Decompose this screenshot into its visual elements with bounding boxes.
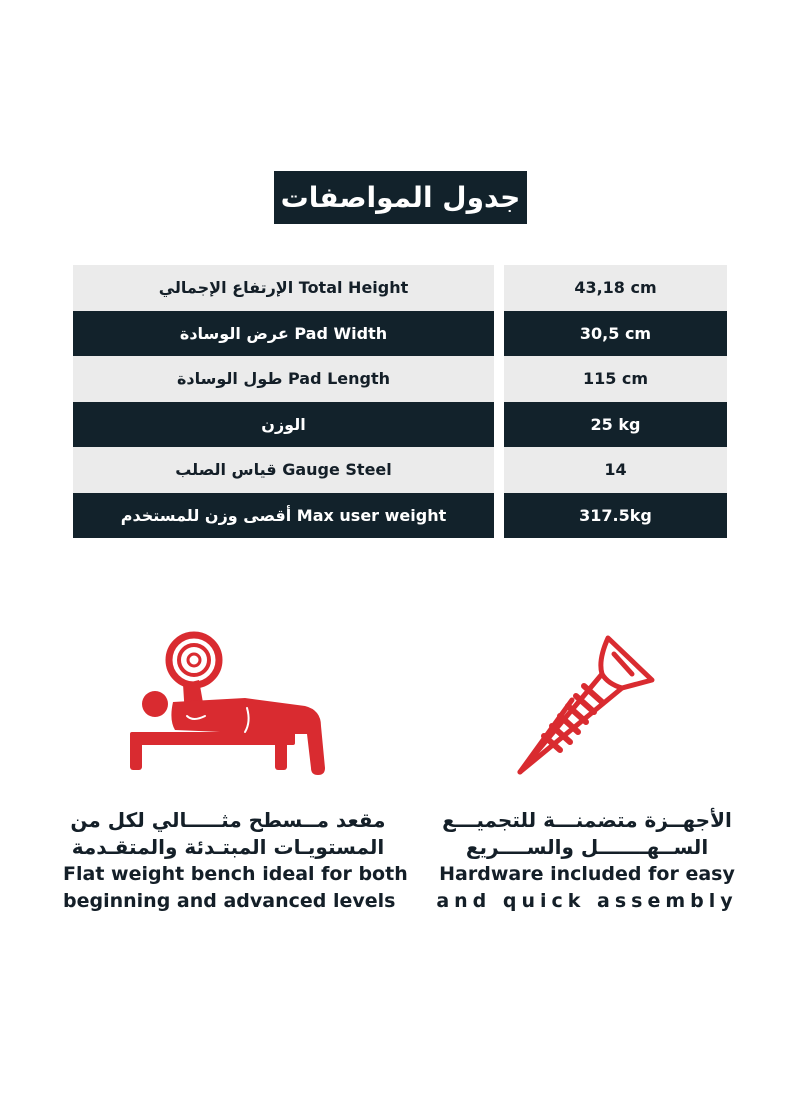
bench-feature-text (63, 807, 408, 915)
table-row (73, 402, 727, 448)
hardware-en-line-2: and quick assembly (436, 890, 738, 912)
spec-value: 115 cm (504, 356, 727, 402)
spec-label: طول الوسادة Pad Length (73, 356, 494, 402)
table-row (73, 356, 727, 402)
spec-value: 43,18 cm (504, 265, 727, 311)
table-row (73, 311, 727, 357)
spec-value: 14 (504, 447, 727, 493)
bench-press-icon (125, 630, 335, 780)
table-row (73, 447, 727, 493)
spec-table (73, 265, 727, 538)
spec-table-title: جدول المواصفات (274, 171, 527, 224)
table-row (73, 265, 727, 311)
spec-value: 25 kg (504, 402, 727, 448)
spec-label: الإرتفاع الإجمالي Total Height (73, 265, 494, 311)
spec-value: 30,5 cm (504, 311, 727, 357)
bench-ar-line-2: المستويـات المبتـدئة والمتقـدمة (71, 835, 385, 859)
hardware-feature-text (422, 807, 752, 915)
bench-en-line-2: beginning and advanced levels (63, 890, 396, 912)
spec-label: أقصى وزن للمستخدم Max user weight (73, 493, 494, 539)
screw-icon (510, 630, 660, 780)
spec-label: الوزن (73, 402, 494, 448)
spec-value: 317.5kg (504, 493, 727, 539)
spec-label: عرض الوسادة Pad Width (73, 311, 494, 357)
hardware-en-line-1: Hardware included for easy (439, 863, 735, 885)
table-row (73, 493, 727, 539)
bench-ar-line-1: مقعد مــسطح مثـــــالي لكل من (70, 808, 386, 832)
bench-en-line-1: Flat weight bench ideal for both (63, 863, 408, 885)
hardware-ar-line-2: الســهـــــــل والســــريع (465, 835, 709, 859)
hardware-ar-line-1: الأجهــزة متضمنـــة للتجميـــع (442, 808, 732, 832)
spec-label: قياس الصلب Gauge Steel (73, 447, 494, 493)
